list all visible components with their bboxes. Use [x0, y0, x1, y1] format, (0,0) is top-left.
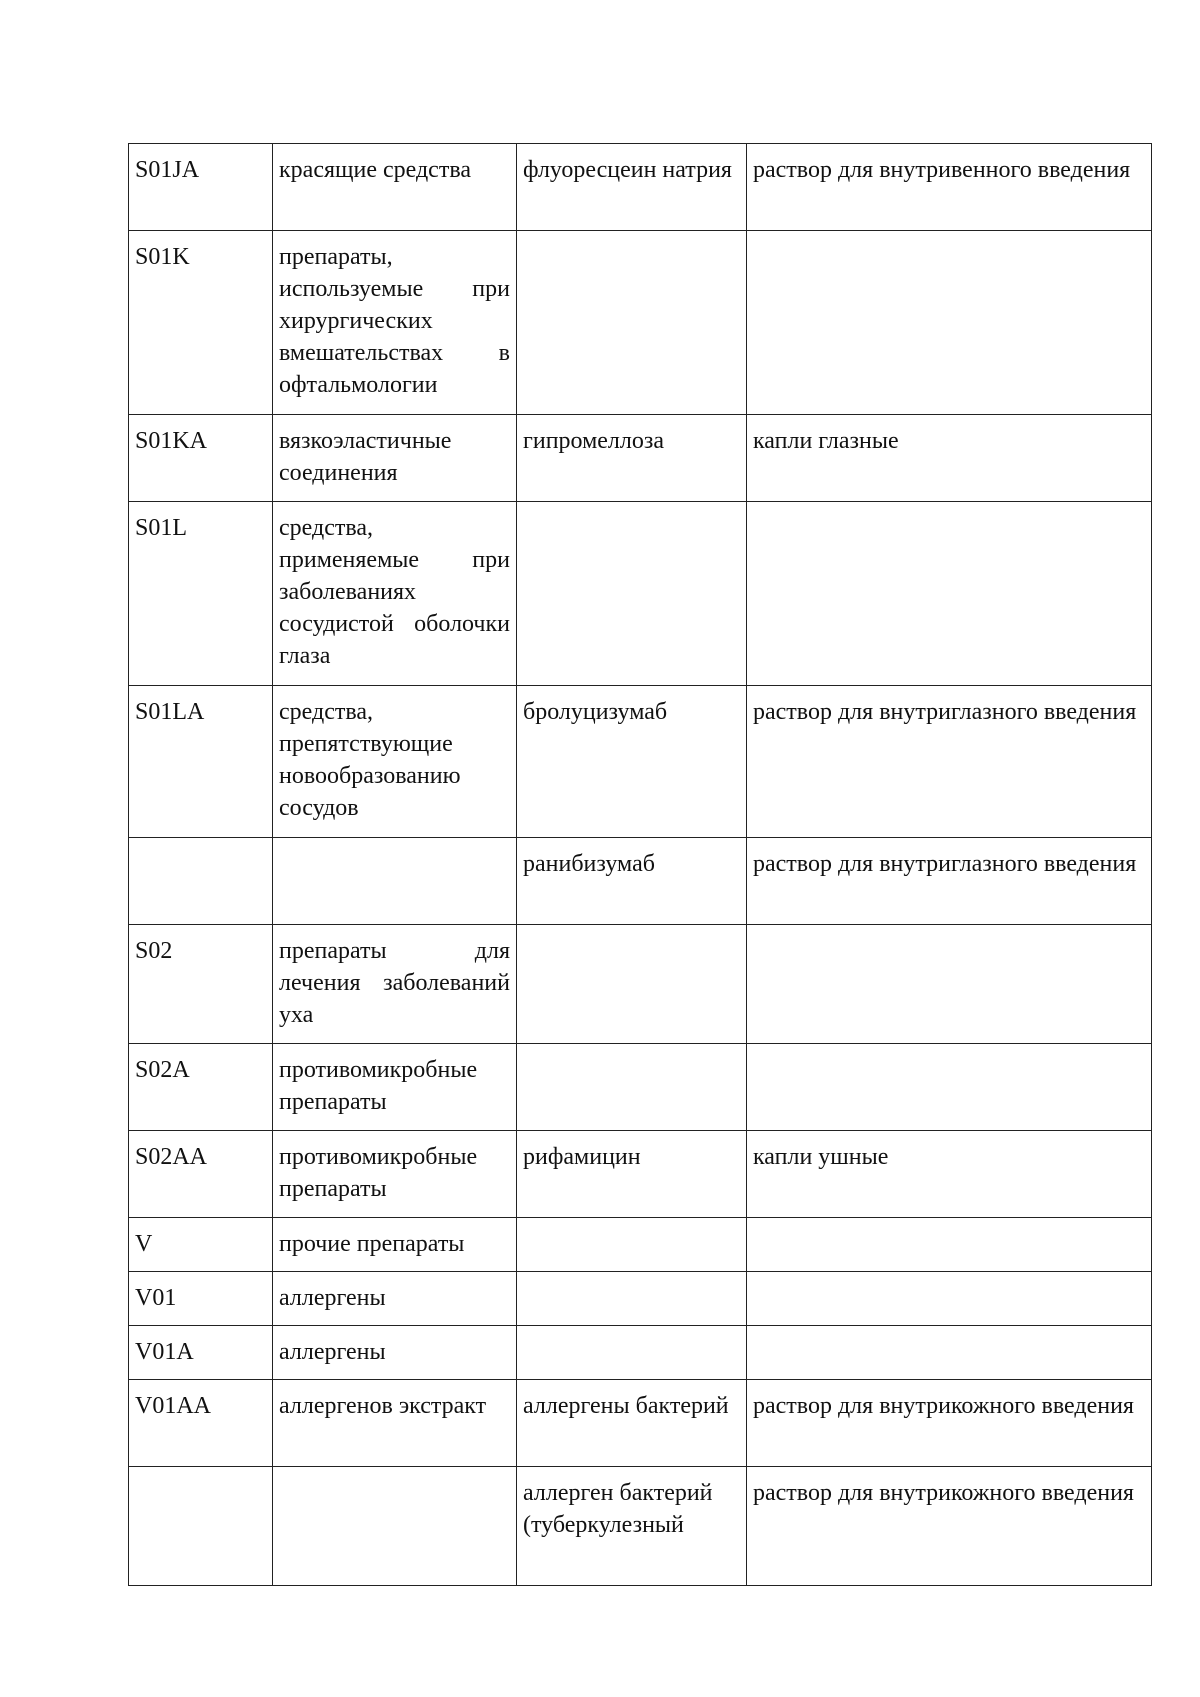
table-row [129, 231, 1152, 415]
dosage-form-cell [747, 1272, 1152, 1326]
table-row [129, 1218, 1152, 1272]
table-row [129, 1272, 1152, 1326]
dosage-form-cell [747, 231, 1152, 415]
drug-name-cell [517, 502, 747, 686]
atc-code-cell: S01K [129, 231, 273, 415]
group-name-cell [273, 838, 517, 925]
group-name-cell: аллергенов экстракт [273, 1380, 517, 1467]
group-name-cell: аллергены [273, 1326, 517, 1380]
dosage-form-cell [747, 1218, 1152, 1272]
group-name-cell [273, 1467, 517, 1586]
atc-code-cell: V01AA [129, 1380, 273, 1467]
table-row [129, 838, 1152, 925]
group-name-cell: прочие препараты [273, 1218, 517, 1272]
drug-name-cell: флуоресцеин натрия [517, 144, 747, 231]
dosage-form-cell [747, 925, 1152, 1044]
table-row [129, 1131, 1152, 1218]
drug-name-cell [517, 925, 747, 1044]
table-row [129, 925, 1152, 1044]
dosage-form-cell: раствор для внутривенного введения [747, 144, 1152, 231]
group-name-cell: средства, препятствующие новообразованию сосудов [273, 686, 517, 838]
atc-code-cell: V01 [129, 1272, 273, 1326]
group-name-cell: красящие средства [273, 144, 517, 231]
table-row [129, 1380, 1152, 1467]
drug-name-cell: рифамицин [517, 1131, 747, 1218]
table-row [129, 1044, 1152, 1131]
drug-name-cell [517, 1326, 747, 1380]
dosage-form-cell [747, 1326, 1152, 1380]
group-name-cell: препараты, используемые при хирургических вмешательствах в офтальмологии [273, 231, 517, 415]
group-name-cell: препараты для лечения заболеваний уха [273, 925, 517, 1044]
group-name-cell: противомикробные препараты [273, 1044, 517, 1131]
group-name-cell: вязкоэластичные соединения [273, 415, 517, 502]
table-row [129, 686, 1152, 838]
atc-code-cell [129, 1467, 273, 1586]
drug-name-cell: ранибизумаб [517, 838, 747, 925]
group-name-cell: средства, применяемые при заболеваниях сосудистой оболочки глаза [273, 502, 517, 686]
dosage-form-cell: раствор для внутриглазного введения [747, 686, 1152, 838]
atc-code-cell: V [129, 1218, 273, 1272]
dosage-form-cell [747, 502, 1152, 686]
drug-name-cell [517, 1044, 747, 1131]
dosage-form-cell: раствор для внутрикожного введения [747, 1380, 1152, 1467]
atc-code-cell: S01L [129, 502, 273, 686]
drug-name-cell: аллерген бактерий (туберкулезный [517, 1467, 747, 1586]
drug-name-cell [517, 1218, 747, 1272]
document-page [128, 143, 1151, 1586]
dosage-form-cell: капли глазные [747, 415, 1152, 502]
atc-code-cell: S01LA [129, 686, 273, 838]
drug-name-cell [517, 231, 747, 415]
atc-code-cell: S02A [129, 1044, 273, 1131]
dosage-form-cell [747, 1044, 1152, 1131]
atc-code-cell [129, 838, 273, 925]
atc-code-cell: S02 [129, 925, 273, 1044]
drug-name-cell: бролуцизумаб [517, 686, 747, 838]
dosage-form-cell: капли ушные [747, 1131, 1152, 1218]
table-row [129, 1467, 1152, 1586]
drug-table [128, 143, 1152, 1586]
drug-name-cell: гипромеллоза [517, 415, 747, 502]
table-row [129, 502, 1152, 686]
dosage-form-cell: раствор для внутрикожного введения [747, 1467, 1152, 1586]
atc-code-cell: S01JA [129, 144, 273, 231]
table-row [129, 415, 1152, 502]
atc-code-cell: V01A [129, 1326, 273, 1380]
group-name-cell: противомикробные препараты [273, 1131, 517, 1218]
table-row [129, 144, 1152, 231]
drug-name-cell: аллергены бактерий [517, 1380, 747, 1467]
atc-code-cell: S02AA [129, 1131, 273, 1218]
table-row [129, 1326, 1152, 1380]
dosage-form-cell: раствор для внутриглазного введения [747, 838, 1152, 925]
drug-name-cell [517, 1272, 747, 1326]
atc-code-cell: S01KA [129, 415, 273, 502]
group-name-cell: аллергены [273, 1272, 517, 1326]
